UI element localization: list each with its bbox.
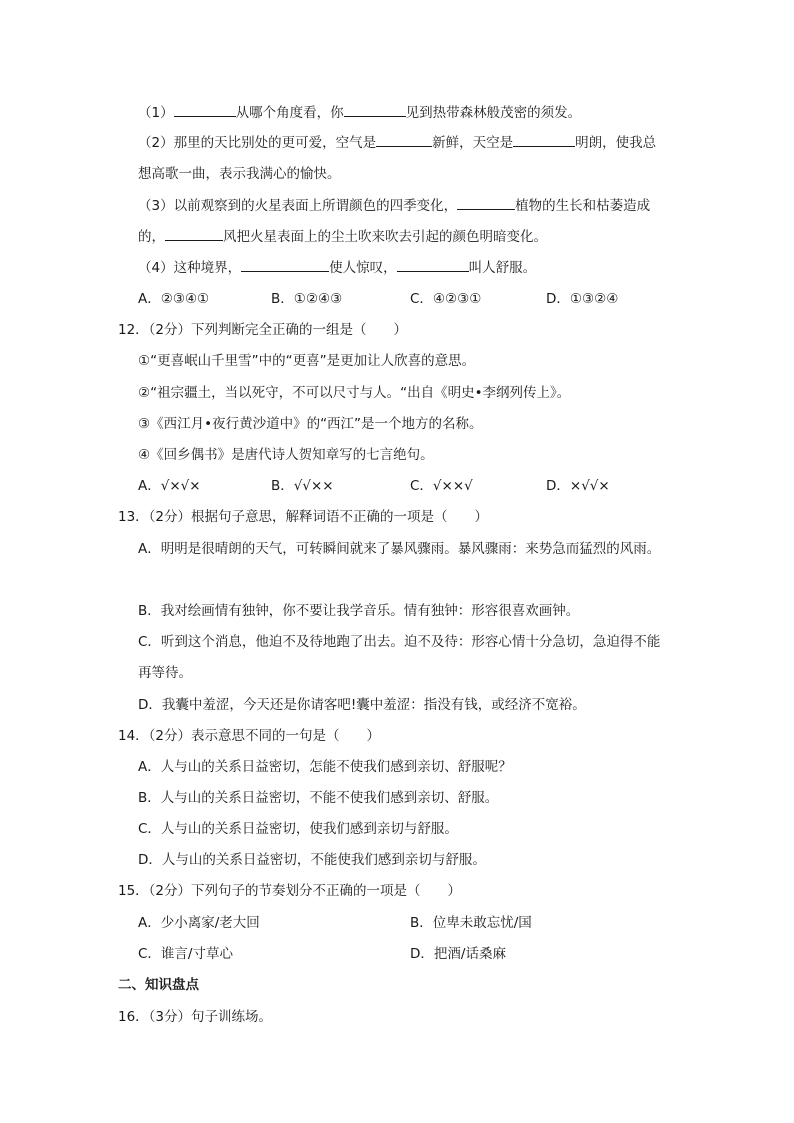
q11-s2-a: （2）那里的天比别处的更可爱，空气是 [138,135,377,151]
q14-option-b[interactable]: B．人与山的关系日益密切，不能不使我们感到亲切、舒服。 [138,790,499,806]
fill-blank [457,197,515,210]
q11-sentence-2-cont: 想高歌一曲，表示我满心的愉快。 [138,166,341,182]
q11-s1-mid: 从哪个角度看，你 [235,105,344,121]
fill-blank [513,134,575,147]
q15-stem: 15．（2分）下列句子的节奏划分不正确的一项是（ ） [118,883,462,899]
q13-option-b[interactable]: B．我对绘画情有独钟，你不要让我学音乐。情有独钟：形容很喜欢画钟。 [138,603,580,619]
q12-option-c[interactable]: C．√××√ [410,478,473,494]
q15-option-c[interactable]: C．谁言/寸草心 [138,946,233,962]
q11-s2-c: 明朗，使我总 [575,135,657,151]
q11-s3-a: （3）以前观察到的火星表面上所谓颜色的四季变化， [138,198,458,214]
fill-blank [165,228,223,241]
section-heading: 二、知识盘点 [118,977,199,993]
q11-s4-c: 叫人舒服。 [468,260,537,276]
q11-s3b-b: 风把火星表面上的尘土吹来吹去引起的颜色明暗变化。 [223,229,547,245]
q11-option-b[interactable]: B．①②④③ [271,291,343,307]
fill-blank [376,134,432,147]
fill-blank [174,104,236,117]
q11-s2-b: 新鲜，天空是 [432,135,514,151]
q11-sentence-4 [138,259,536,277]
q16-stem: 16．（3分）句子训练场。 [118,1009,273,1025]
q15-option-d[interactable]: D．把酒/话桑麻 [410,946,506,962]
q11-s1-end: 见到热带森林般茂密的须发。 [405,105,582,121]
q13-option-c[interactable]: C．听到这个消息，他迫不及待地跑了出去。迫不及待：形容心情十分急切，急迫得不能 [138,634,661,650]
fill-blank [397,259,469,272]
q13-option-a[interactable]: A．明明是很晴朗的天气，可转瞬间就来了暴风骤雨。暴风骤雨：来势急而猛烈的风雨。 [138,541,661,557]
q13-option-c-cont: 再等待。 [138,665,192,681]
q12-option-b[interactable]: B．√√×× [271,478,334,494]
q11-sentence-1 [138,104,581,122]
q12-item-2: ②“祖宗疆土，当以死守，不可以尺寸与人。“出自《明史•李纲列传上》。 [138,385,571,401]
q12-item-3: ③《西江月•夜行黄沙道中》的“西江”是一个地方的名称。 [138,416,483,432]
q11-s3b-a: 的， [138,229,165,245]
q15-option-a[interactable]: A．少小离家/老大回 [138,915,260,931]
q11-s3-b: 植物的生长和枯萎造成 [515,198,651,214]
q12-item-1: ①“更喜岷山千里雪”中的“更喜”是更加让人欣喜的意思。 [138,353,476,369]
q11-s4-a: （4）这种境界， [138,260,242,276]
q15-option-b[interactable]: B．位卑未敢忘忧/国 [410,915,532,931]
q11-sentence-3 [138,197,650,215]
fill-blank [241,259,329,272]
q13-stem: 13．（2分）根据句子意思，解释词语不正确的一项是（ ） [118,509,489,525]
q14-option-c[interactable]: C．人与山的关系日益密切，使我们感到亲切与舒服。 [138,821,458,837]
q11-s4-b: 使人惊叹， [329,260,397,276]
q12-item-4: ④《回乡偶书》是唐代诗人贺知章写的七言绝句。 [138,447,434,463]
q11-option-d[interactable]: D．①③②④ [546,291,619,307]
q14-stem: 14．（2分）表示意思不同的一句是（ ） [118,728,381,744]
q11-option-a[interactable]: A．②③④① [138,291,210,307]
q12-option-d[interactable]: D．×√√× [546,478,610,494]
q14-option-d[interactable]: D．人与山的关系日益密切，不能使我们感到亲切与舒服。 [138,852,486,868]
q12-option-a[interactable]: A．√×√× [138,478,201,494]
q13-option-d[interactable]: D．我囊中羞涩，今天还是你请客吧!囊中羞涩：指没有钱，或经济不宽裕。 [138,697,586,713]
fill-blank [344,104,406,117]
q11-s1-prefix: （1） [138,105,174,121]
q12-stem: 12．（2分）下列判断完全正确的一组是（ ） [118,322,408,338]
q11-option-c[interactable]: C．④②③① [410,291,482,307]
q14-option-a[interactable]: A．人与山的关系日益密切，怎能不使我们感到亲切、舒服呢？ [138,759,512,775]
q11-sentence-2 [138,134,656,152]
q11-sentence-3-cont [138,228,547,246]
